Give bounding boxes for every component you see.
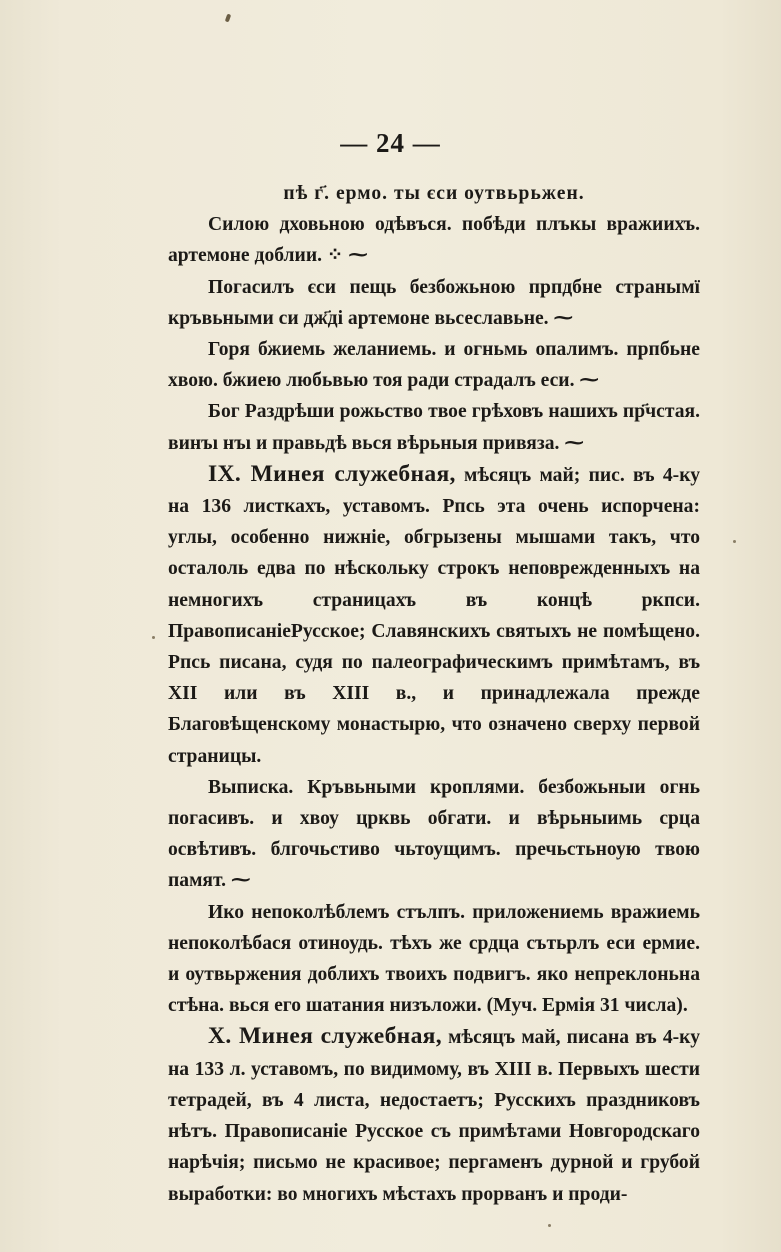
manuscript-entry [168, 459, 700, 772]
paragraph: Выписка. Кръвьными кроплями. безбожьныи огнь погасивъ. и хвоу црквь обгати. и вѣрьныимь срца освѣтивъ. блгочьстиво чьтоущимъ. пречьстьноую твою памят. ⁓ [168, 776, 700, 892]
entry-heading: X. Минея служебная, [208, 1023, 442, 1050]
entry-description: мѣсяцъ май, писана въ 4-ку на 133 л. уставомъ, по видимому, въ XIII в. Первыхъ шести тетрадей, въ 4 листа, недостаетъ; Русскихъ праздниковъ нѣтъ. Правописаніе Русское съ примѣтами Новгородскаго нарѣчія; письмо не красивое; пергаменъ дурной и грубой выработки: во многихъ мѣстахъ прорванъ и проди- [168, 1027, 700, 1205]
entry-description: мѣсяцъ май; пис. въ 4-ку на 136 листкахъ, уставомъ. Рпсь эта очень испорчена: углы, особенно нижніе, обгрызены мышами такъ, что осталоль едва по нѣскольку строкъ неповрежденныхъ на немногихъ страницахъ въ концѣ ркпси. ПравописаніеРусское; Славянскихъ святыхъ не помѣщено. Рпсь писана, судя по палеографическимъ примѣтамъ, въ XII или въ XIII в., и принадлежала прежде Благовѣщенскому монастырю, что означено сверху первой страницы. [168, 464, 700, 767]
entry-heading: IX. Минея служебная, [208, 460, 456, 487]
manuscript-entry [168, 1021, 700, 1209]
ink-speck [225, 14, 231, 23]
paragraph: Силою дховьною одѣвъся. побѣди плъкы вражиихъ. артемоне доблии. ⁘ ⁓ [168, 214, 700, 267]
paragraph: Горя бжиемь желаниемь. и огньмь опалимъ. прпбьне хвою. бжиею любьвью тоя ради страдалъ еси. ⁓ [168, 339, 700, 392]
paragraph: Погасилъ єси пещь безбожьною прпдбне странымї кръвьными си дж҃дi артемоне вьсеславьне. ⁓ [168, 276, 700, 329]
page-number: — 24 — [340, 128, 441, 158]
paper-speck [152, 636, 155, 639]
paragraph: Ико непоколѣблемъ стълпъ. приложениемь вражиемь непоколѣбася отиноудь. тѣхъ же срдца сътьрлъ еси ермие. и оутвьржения доблихъ твоихъ подвигъ. яко непреклоньна стѣна. вься его шатания низъложи. (Муч. Ермія 31 числа). [168, 901, 700, 1017]
paragraph: Бог Раздрѣши рожьство твое грѣховъ нашихъ пр҃чстая. винъı нъı и правьдѣ вься вѣрьныя привяза. ⁓ [168, 401, 700, 454]
hymn-heading: пѣ г҃. ермо. ты єси оутвьрьжен. [283, 183, 585, 204]
paper-speck [548, 1224, 551, 1227]
paper-speck [733, 540, 736, 543]
page-body [168, 178, 700, 1210]
